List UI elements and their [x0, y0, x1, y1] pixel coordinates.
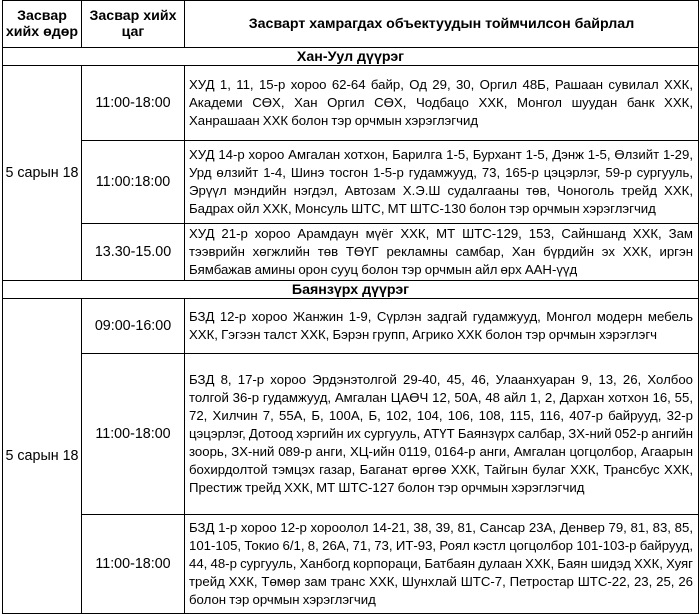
table-row: [3, 515, 699, 614]
section-row-khan-uul: [3, 48, 699, 66]
table-header-row: [3, 1, 699, 48]
date-cell: 5 сарын 18: [3, 299, 82, 614]
time-cell: 13.30-15.00: [82, 224, 185, 281]
table-row: [3, 224, 699, 281]
table-row: [3, 299, 699, 354]
section-title: Хан-Уул дүүрэг: [3, 48, 699, 66]
location-cell: ХУД 14-р хороо Амгалан хотхон, Барилга 1-5, Бурхант 1-5, Дэнж 1-5, Өлзийт 1-29, Урд өлзийт 1-4, Шинэ тосгон 1-5-р гудамжууд, 73, 165-р цэцэрлэг, 59-р сургууль, Эрүүл мэндийн нэгдэл, Автозам Х.Э.Ш судалгааны төв, Чоноголь трейд ХХК, Бадрах ойл ХХК, Монсуль ШТС, МТ ШТС-130 болон тэр орчмын хэрэглэгчид: [185, 141, 699, 224]
time-cell: 11:00-18:00: [82, 354, 185, 515]
header-repair-date: Засвар хийх өдөр: [3, 1, 82, 48]
location-cell: БЗД 8, 17-р хороо Эрдэнэтолгой 29-40, 45, 46, Улаанхуаран 9, 13, 26, Холбоо толгой 36-р гудамжууд, Амгалан ЦАӨЧ 12, 50А, 48 айл 1, 2, Дархан хотхон 16, 55, 72, Хилчин 7, 55А, Б, 100А, Б, 102, 104, 106, 108, 115, 116, 407-р байрууд, 32-р цэцэрлэг, Дотоод хэргийн их сургууль, АТҮТ Баянзүрх салбар, ЗХ-ний 052-р ангийн зоорь, ЗХ-ний 089-р анги, ХЦ-ийн 0119, 0164-р анги, Амгалан цогцолбор, Агаарын бохирдолтой тэмцэх газар, Баганат өргөө ХХК, Тайгын булаг ХХК, Трансбус ХХК, Престиж трейд ХХК, МТ ШТС-127 болон тэр орчмын хэрэглэгчид: [185, 354, 699, 515]
section-title: Баянзүрх дүүрэг: [3, 281, 699, 299]
location-cell: БЗД 12-р хороо Жанжин 1-9, Сүрлэн задгай гудамжууд, Монгол модерн мебель ХХК, Гэгээн талст ХХК, Бэрэн групп, Агрико ХХК болон тэр орчмын хэрэглэгч: [185, 299, 699, 354]
repair-schedule-table: [2, 0, 699, 614]
time-cell: 11:00-18:00: [82, 66, 185, 141]
location-cell: ХУД 21-р хороо Арамдаун мүёг ХХК, МТ ШТС-129, 153, Сайншанд ХХК, Зам тээврийн хөгжлийн төв ТӨҮГ рекламны самбар, Хан бүрдийн эх ХХК, иргэн Бямбажав амины орон сууц болон тэр орчмын айл өрх ААН-үүд: [185, 224, 699, 281]
date-cell: 5 сарын 18: [3, 66, 82, 281]
table-row: [3, 354, 699, 515]
section-row-bayanzurkh: [3, 281, 699, 299]
table-row: [3, 66, 699, 141]
header-object-location: Засварт хамрагдах объектуудын тоймчилсон байрлал: [185, 1, 699, 48]
time-cell: 11:00-18:00: [82, 515, 185, 614]
location-cell: ХУД 1, 11, 15-р хороо 62-64 байр, Од 29, 30, Оргил 48Б, Рашаан сувилал ХХК, Академи СӨХ, Хан Оргил СӨХ, Чодбацо ХХК, Монгол шуудан банк ХХК, Ханрашаан ХХК болон тэр орчмын хэрэглэгчид: [185, 66, 699, 141]
time-cell: 11:00:18:00: [82, 141, 185, 224]
time-cell: 09:00-16:00: [82, 299, 185, 354]
table-row: [3, 141, 699, 224]
location-cell: БЗД 1-р хороо 12-р хороолол 14-21, 38, 39, 81, Сансар 23А, Денвер 79, 81, 83, 85, 101-105, Токио 6/1, 8, 26А, 71, 73, ИТ-93, Роял кэстл цогцолбор 101-103-р байрууд, 44, 48-р сургууль, Ханбогд корпораци, Батбаян дулаан ХХК, Баян шидэд ХХК, Хуяг трейд ХХК, Төмөр зам транс ХХК, Шунхлай ШТС-7, Петростар ШТС-22, 23, 25, 26 болон тэр орчмын хэрэглэгчид: [185, 515, 699, 614]
header-repair-time: Засвар хийх цаг: [82, 1, 185, 48]
